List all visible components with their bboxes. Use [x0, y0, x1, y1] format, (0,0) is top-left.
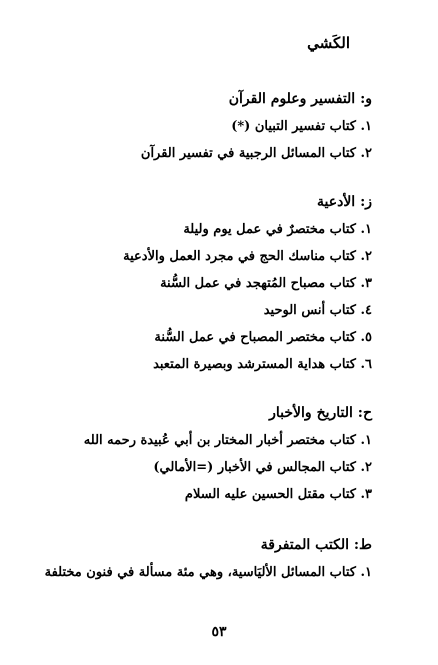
section-title: و: التفسير وعلوم القرآن	[228, 91, 372, 107]
section-mutafarriqa	[45, 532, 372, 586]
section-tafsir	[141, 86, 372, 167]
section-title: ط: الكتب المتفرقة	[260, 537, 372, 553]
list-item: ١. كتاب تفسير التبيان (*)	[231, 119, 372, 134]
list-item: ٣. كتاب مصباح المُتهجد في عمل السُّنة	[160, 276, 372, 291]
list-item: ١. كتاب مختصرٌ في عمل يوم وليلة	[183, 222, 372, 237]
list-item: ٥. كتاب مختصر المصباح في عمل السُّنة	[154, 330, 372, 345]
list-item: ١. كتاب مختصر أخبار المختار بن أبي عُبيدة رحمه الله	[83, 433, 372, 448]
section-title: ح: التاريخ والأخبار	[269, 405, 372, 421]
list-item: ١. كتاب المسائل الأليَاسية، وهي مئة مسألة في فنون مختلفة	[44, 565, 372, 580]
page-number: ٥٣	[211, 624, 227, 640]
section-adiya	[123, 189, 372, 378]
section-tarikh	[84, 400, 372, 508]
list-item: ٣. كتاب مقتل الحسين عليه السلام	[184, 487, 372, 502]
list-item: ٢. كتاب المسائل الرجبية في تفسير القرآن	[140, 146, 372, 161]
list-item: ٦. كتاب هداية المسترشد وبصيرة المتعبد	[153, 357, 372, 372]
list-item: ٢. كتاب مناسك الحج في مجرد العمل والأدعية	[123, 249, 372, 264]
section-title: ز: الأدعية	[317, 194, 372, 210]
list-item: ٤. كتاب أنس الوحيد	[263, 303, 372, 318]
list-item: ٢. كتاب المجالس في الأخبار (=الأمالي)	[153, 460, 372, 475]
running-header: الكَشي	[307, 34, 350, 52]
